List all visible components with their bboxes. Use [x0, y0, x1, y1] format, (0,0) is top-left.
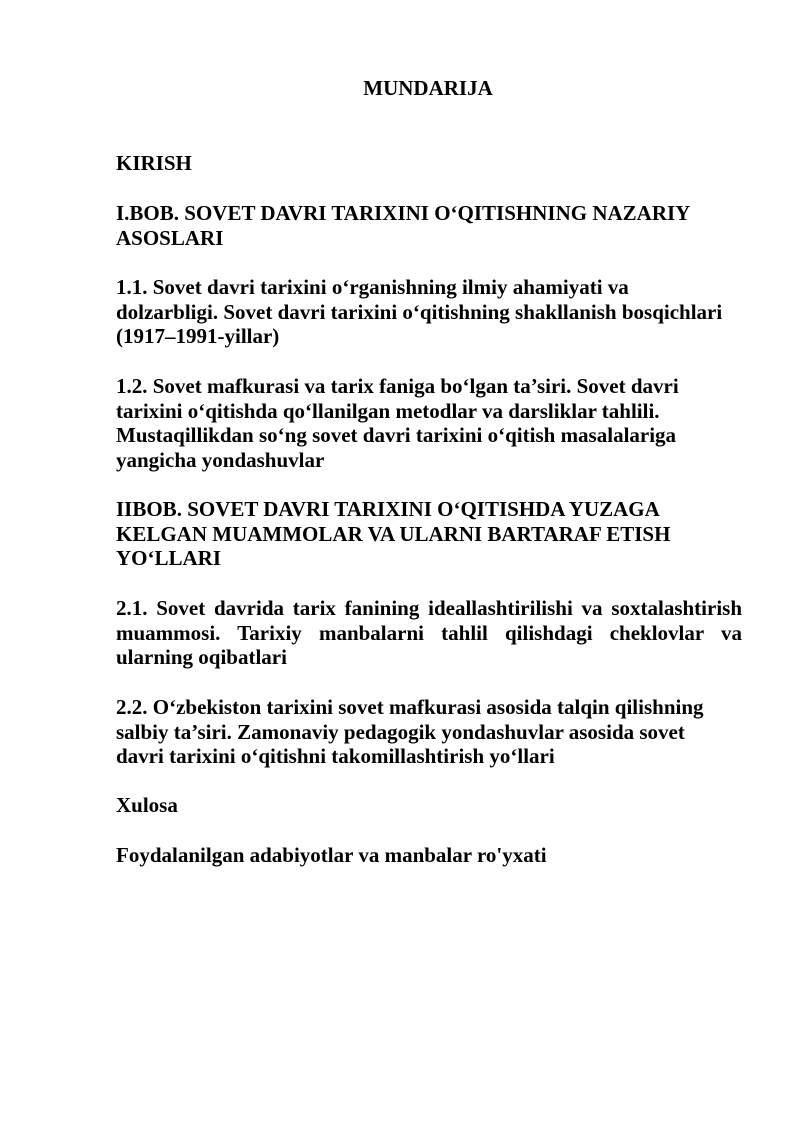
page-title: MUNDARIJA — [363, 76, 493, 100]
toc-entry-line: dolzarbligi. Sovet davri tarixini o‘qitishning shakllanish bosqichlari — [116, 299, 723, 324]
toc-entry-line: tarixini o‘qitishda qo‘llanilgan metodlar va darsliklar tahlili. — [116, 398, 660, 423]
toc-entry-line: davri tarixini o‘qitishni takomillashtirish yo‘llari — [116, 744, 555, 768]
toc-entry-chapter-2 — [116, 497, 742, 571]
toc-entry-line: KIRISH — [116, 151, 192, 175]
toc-entry-line: KELGAN MUAMMOLAR VA ULARNI BARTARAF ETISH — [116, 521, 671, 546]
toc-entry-line: ASOSLARI — [116, 225, 224, 250]
toc-entry-line: yangicha yondashuvlar — [116, 447, 325, 472]
toc-entry-xulosa — [116, 793, 742, 818]
toc-entry-line: Foydalanilgan adabiyotlar va manbalar ro'yxati — [116, 843, 547, 867]
toc-entry-line: 2.1. Sovet davrida tarix fanining ideallashtirilishi va soxtalashtirish — [116, 596, 742, 620]
toc-entry-kirish — [116, 151, 742, 176]
toc-entry-section-1-1 — [116, 275, 742, 349]
toc-entry-section-2-2 — [116, 695, 742, 769]
toc-entry-line: YO‘LLARI — [116, 546, 222, 570]
toc-entry-chapter-1 — [116, 201, 742, 250]
toc-entry-line: IIBOB. SOVET DAVRI TARIXINI O‘QITISHDA YUZAGA — [116, 497, 660, 521]
toc-entry-line: salbiy ta’siri. Zamonaviy pedagogik yondashuvlar asosida sovet — [116, 719, 685, 744]
toc-entry-line: ularning oqibatlari — [116, 645, 287, 669]
toc-entry-section-2-1 — [116, 596, 742, 670]
toc-entry-line: Xulosa — [116, 793, 178, 817]
toc-entry-line: 1.2. Sovet mafkurasi va tarix faniga bo‘lgan ta’siri. Sovet davri — [116, 374, 679, 398]
toc-entry-line: muammosi. Tarixiy manbalarni tahlil qilishdagi cheklovlar va — [116, 620, 742, 645]
toc-entry-references — [116, 843, 742, 868]
toc-entry-line: 2.2. O‘zbekiston tarixini sovet mafkurasi asosida talqin qilishning — [116, 695, 704, 719]
toc-entry-line: 1.1. Sovet davri tarixini o‘rganishning ilmiy ahamiyati va — [116, 275, 629, 299]
toc-entry-section-1-2 — [116, 374, 742, 472]
toc-entry-line: I.BOB. SOVET DAVRI TARIXINI O‘QITISHNING NAZARIY — [116, 201, 691, 225]
toc-entry-line: (1917–1991-yillar) — [116, 324, 280, 348]
toc-entry-line: Mustaqillikdan so‘ng sovet davri tarixini o‘qitish masalalariga — [116, 423, 677, 447]
